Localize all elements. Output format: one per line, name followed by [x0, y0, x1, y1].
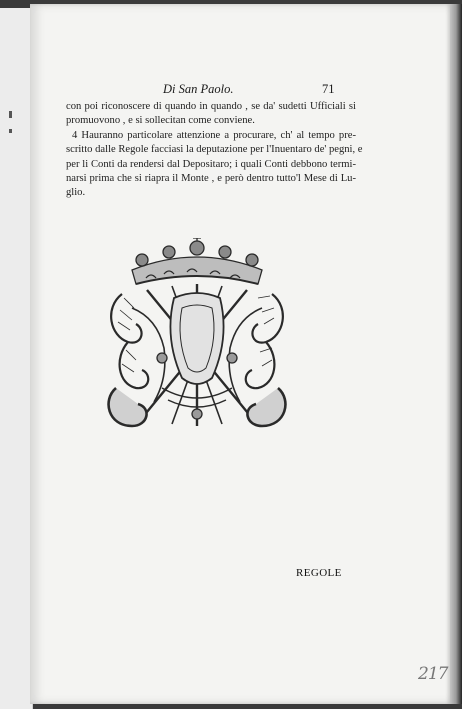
- handwritten-folio-number: 217: [418, 664, 448, 684]
- margin-mark: [9, 129, 12, 133]
- page-number: 71: [322, 82, 335, 96]
- text-line: con poi riconoscere di quando in quando , se da' sudetti Ufficiali si: [66, 101, 356, 112]
- previous-page-edge: [0, 8, 33, 709]
- text-line: glio.: [66, 187, 86, 199]
- body-text: [66, 100, 363, 201]
- crowned-heraldic-cartouche-icon: [102, 238, 292, 434]
- running-title: Di San Paolo.: [163, 82, 234, 96]
- margin-mark: [9, 111, 12, 118]
- text-line: scritto dalle Regole facciasi la deputazione per l'Inuentaro de' pegni, e: [66, 144, 363, 156]
- text-line: 4 Hauranno particolare attenzione a procurare, ch' al tempo pre-: [72, 129, 356, 141]
- text-line: per li Conti da rendersi dal Depositaro; i quali Conti debbono termi-: [66, 158, 356, 170]
- section-heading: REGOLE: [296, 567, 342, 579]
- text-line: narsi prima che si riapra il Monte , e però dentro tutto'l Mese di Lu-: [66, 173, 356, 185]
- text-line: promuovono , e si sollecitan come conviene.: [66, 115, 255, 127]
